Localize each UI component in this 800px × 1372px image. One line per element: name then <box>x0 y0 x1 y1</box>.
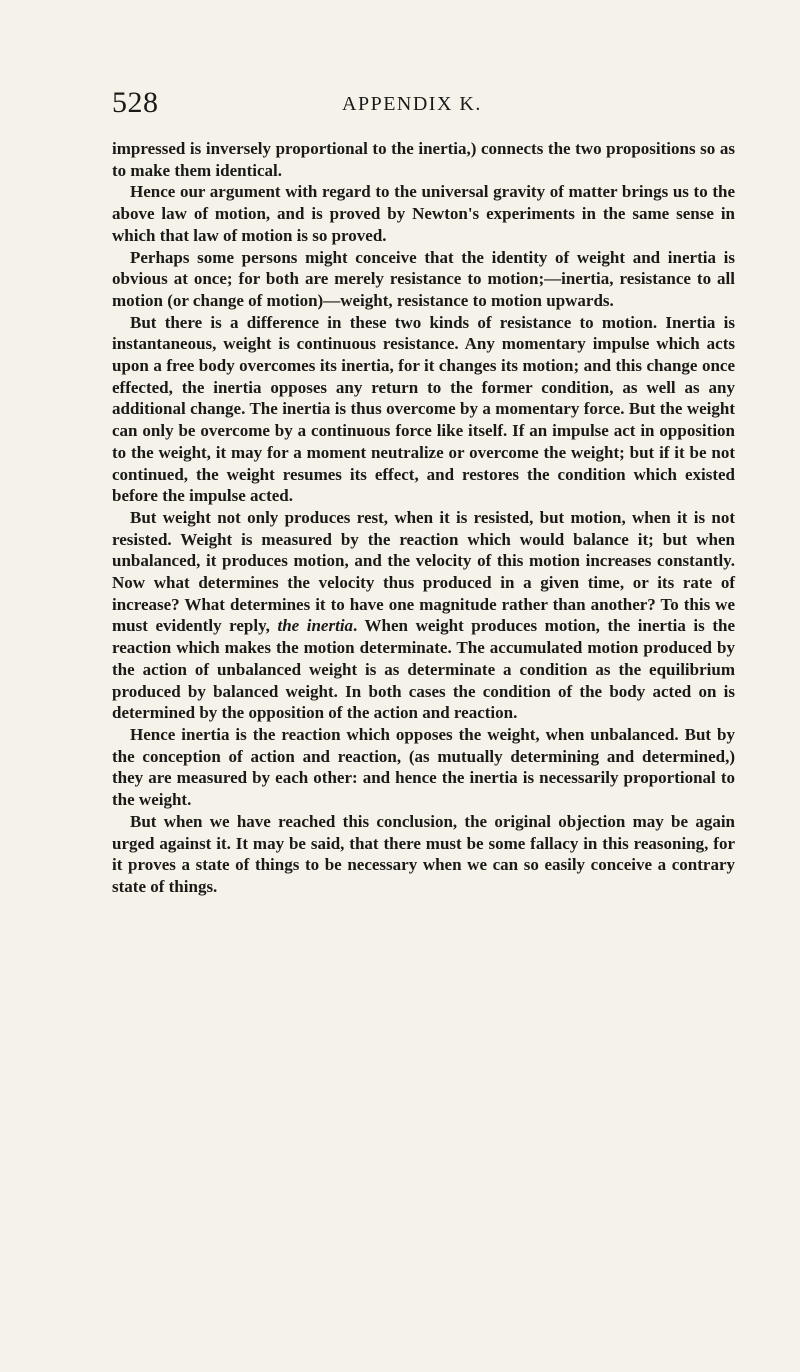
page-number: 528 <box>112 86 159 119</box>
italic-phrase: the inertia <box>277 616 354 636</box>
paragraph-5 <box>112 507 735 724</box>
paragraph-text: . When weight produces motion, the inertia is the reaction which makes the motion determinate. The accumulated motion produced by the action of unbalanced weight is as determinate a condition as the equilibrium produced by balanced weight. In both cases the condition of the body acted on is determined by the opposition of the action and reaction. <box>112 616 735 723</box>
body-text <box>112 138 735 898</box>
paragraph-7 <box>112 811 735 898</box>
paragraph-3 <box>112 247 735 312</box>
paragraph-4 <box>112 312 735 507</box>
page-header <box>112 86 712 126</box>
paragraph-text: Hence inertia is the reaction which opposes the weight, when unbalanced. But by the conception of action and reaction, (as mutually determining and determined,) they are measured by each other: and hence the inertia is necessarily proportional to the weight. <box>112 724 735 810</box>
paragraph-6 <box>112 724 735 811</box>
paragraph-text: impressed is inversely proportional to the inertia,) connects the two propositions so as to make them identical. <box>112 139 735 180</box>
running-head: APPENDIX K. <box>342 93 482 115</box>
paragraph-text: But there is a difference in these two kinds of resistance to motion. Inertia is instantaneous, weight is continuous resistance. Any momentary impulse which acts upon a free body overcomes its inertia, for it changes its motion; and this change once effected, the inertia opposes any return to the former condition, as well as any additional change. The inertia is thus overcome by a momentary force. But the weight can only be overcome by a continuous force like itself. If an impulse act in opposition to the weight, it may for a moment neutralize or overcome the weight; but if it be not continued, the weight resumes its effect, and restores the condition which existed before the impulse acted. <box>112 312 735 506</box>
paragraph-text: But when we have reached this conclusion, the original objection may be again urged against it. It may be said, that there must be some fallacy in this reasoning, for it proves a state of things to be necessary when we can so easily conceive a contrary state of things. <box>112 811 735 896</box>
paragraph-text: Perhaps some persons might conceive that the identity of weight and inertia is obvious at once; for both are merely resistance to motion;—inertia, resistance to all motion (or change of motion)—weight, resistance to motion upwards. <box>112 247 735 310</box>
paragraph-1 <box>112 138 735 181</box>
paragraph-text: Hence our argument with regard to the universal gravity of matter brings us to the above law of motion, and is proved by Newton's experiments in the same sense in which that law of motion is so proved. <box>112 182 735 245</box>
paragraph-2 <box>112 181 735 246</box>
paragraph-text: But weight not only produces rest, when it is resisted, but motion, when it is not resisted. Weight is measured by the reaction which would balance it; but when unbalanced, it produces motion, and the velocity of this motion increases constantly. Now what determines the velocity thus produced in a given time, or its rate of increase? What determines it to have one magnitude rather than another? To this we must evidently reply, <box>112 507 735 636</box>
